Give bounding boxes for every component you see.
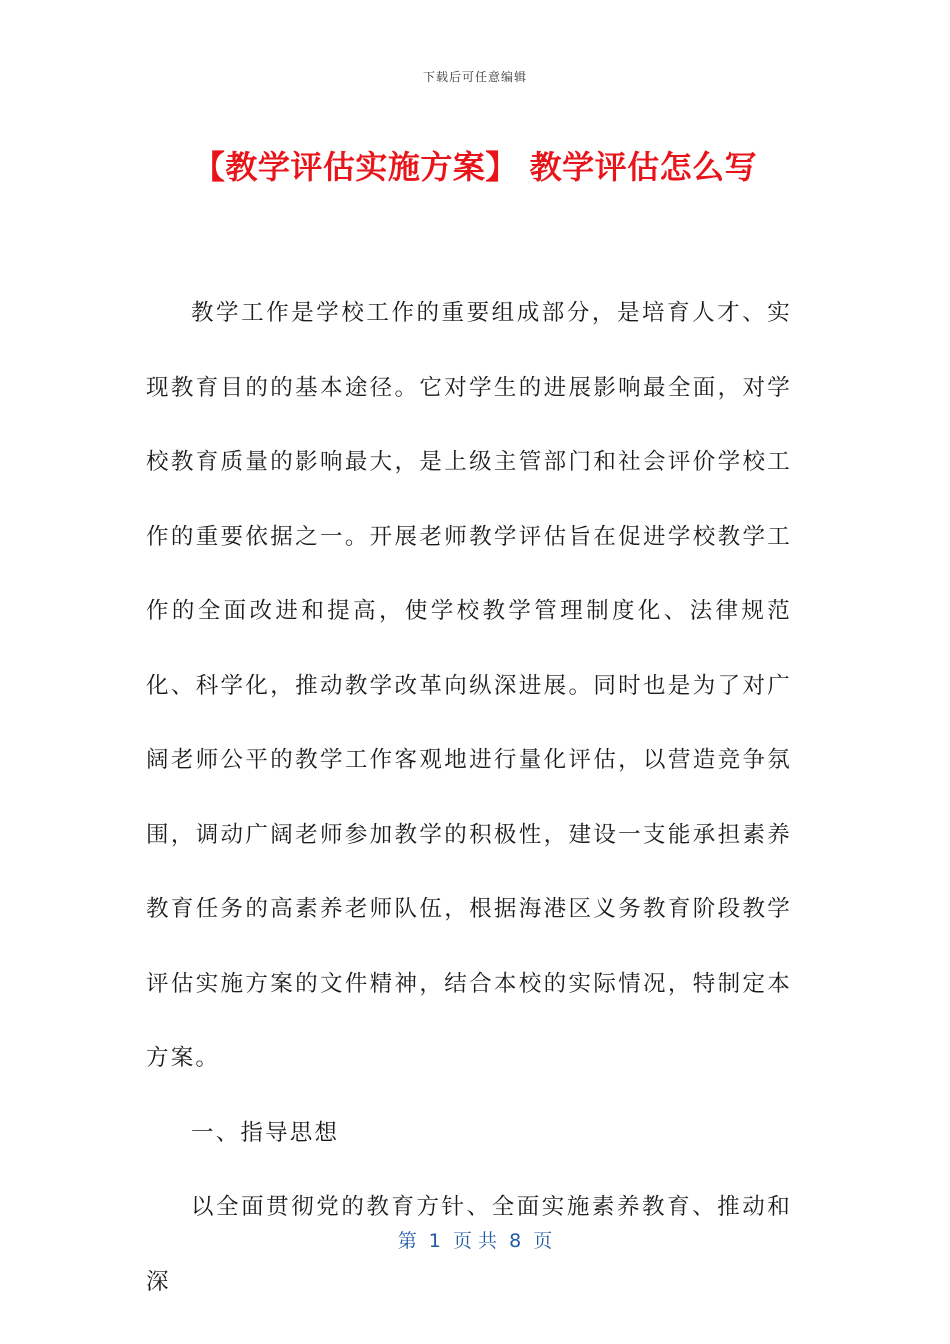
body-paragraph: 教学工作是学校工作的重要组成部分，是培育人才、实现教育目的的基本途径。它对学生的进展影响最全面，对学校教育质量的影响最大，是上级主管部门和社会评价学校工作的重要依据之一。开展老师教学评估旨在促进学校教学工作的全面改进和提高，使学校教学管理制度化、法律规范化、科学化，推动教学改革向纵深进展。同时也是为了对广阔老师公平的教学工作客观地进行量化评估，以营造竞争氛围，调动广阔老师参加教学的积极性，建设一支能承担素养教育任务的高素养老师队伍，根据海港区义务教育阶段教学评估实施方案的文件精神，结合本校的实际情况，特制定本方案。: [146, 300, 792, 1071]
document-title: 【教学评估实施方案】 教学评估怎么写: [192, 148, 758, 186]
header-note: 下载后可任意编辑: [422, 70, 527, 84]
section-heading: 一、指导思想: [191, 1119, 340, 1146]
page-number-footer: 第 1 页 共 8 页: [397, 1230, 553, 1252]
document-body: [146, 276, 792, 1319]
body-paragraph: 以全面贯彻党的教育方针、全面实施素养教育、推动和深: [146, 1194, 792, 1295]
